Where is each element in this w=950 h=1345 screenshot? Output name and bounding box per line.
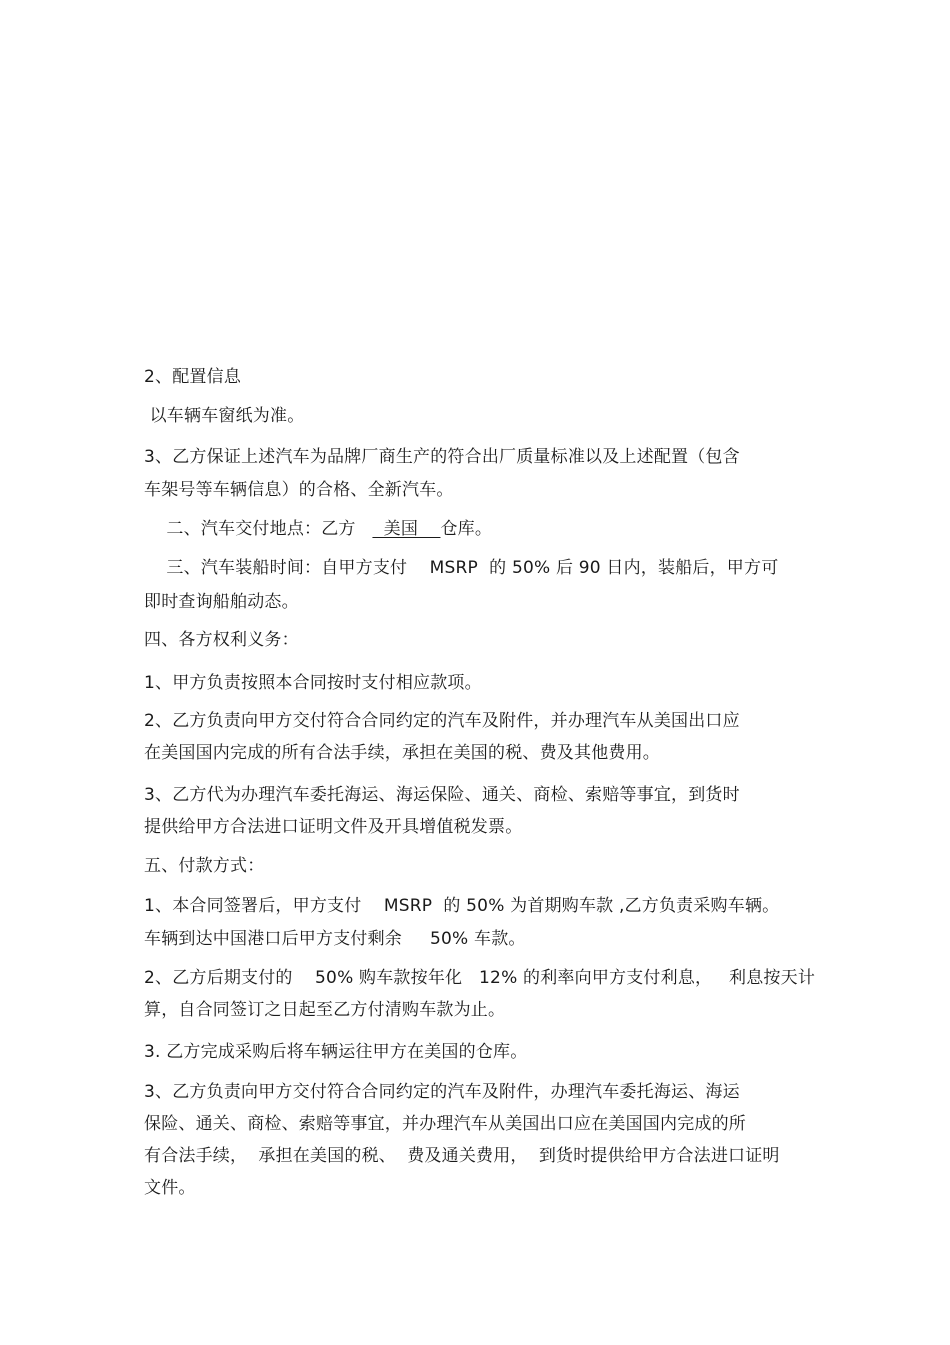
shipping-time-line-2: 即时查询船舶动态。	[144, 592, 299, 612]
payment-item-4-line-4: 文件。	[144, 1178, 196, 1198]
shipping-time-line-1: 三、汽车装船时间：自甲方支付 MSRP 的 50% 后 90 日内，装船后，甲方可	[144, 558, 779, 578]
payment-item-3: 3. 乙方完成采购后将车辆运往甲方在美国的仓库。	[144, 1042, 528, 1062]
delivery-place-blank: 美国	[372, 519, 441, 539]
payment-item-2-line-2: 算，自合同签订之日起至乙方付清购车款为止。	[144, 1000, 506, 1020]
delivery-prefix: 二、汽车交付地点：乙方	[144, 519, 373, 539]
rights-item-2-line-1: 2、乙方负责向甲方交付符合合同约定的汽车及附件，并办理汽车从美国出口应	[144, 711, 740, 731]
payment-item-1-line-2: 车辆到达中国港口后甲方支付剩余 50% 车款。	[144, 929, 526, 949]
quality-guarantee-line-1: 3、乙方保证上述汽车为品牌厂商生产的符合出厂质量标准以及上述配置（包含	[144, 447, 740, 467]
payment-item-2-line-1: 2、乙方后期支付的 50% 购车款按年化 12% 的利率向甲方支付利息， 利息按天计	[144, 968, 816, 988]
quality-guarantee-line-2: 车架号等车辆信息）的合格、全新汽车。	[144, 480, 454, 500]
config-info-heading: 2、配置信息	[144, 367, 242, 387]
payment-item-4-line-2: 保险、通关、商检、索赔等事宜，并办理汽车从美国出口应在美国国内完成的所	[144, 1114, 746, 1134]
payment-method-heading: 五、付款方式：	[144, 856, 265, 876]
payment-item-4-line-1: 3、乙方负责向甲方交付符合合同约定的汽车及附件，办理汽车委托海运、海运	[144, 1082, 740, 1102]
rights-item-1: 1、甲方负责按照本合同按时支付相应款项。	[144, 673, 482, 693]
delivery-location-clause	[144, 518, 492, 540]
payment-item-4-line-3: 有合法手续， 承担在美国的税、 费及通关费用， 到货时提供给甲方合法进口证明	[144, 1146, 780, 1166]
rights-item-2-line-2: 在美国国内完成的所有合法手续，承担在美国的税、费及其他费用。	[144, 743, 660, 763]
payment-item-1-line-1: 1、本合同签署后，甲方支付 MSRP 的 50% 为首期购车款 ,乙方负责采购车辆。	[144, 896, 780, 916]
rights-item-3-line-2: 提供给甲方合法进口证明文件及开具增值税发票。	[144, 817, 523, 837]
rights-obligations-heading: 四、各方权利义务：	[144, 630, 299, 650]
delivery-suffix: 仓库。	[440, 519, 493, 539]
rights-item-3-line-1: 3、乙方代为办理汽车委托海运、海运保险、通关、商检、索赔等事宜，到货时	[144, 785, 740, 805]
config-info-body: 以车辆车窗纸为准。	[144, 406, 305, 426]
